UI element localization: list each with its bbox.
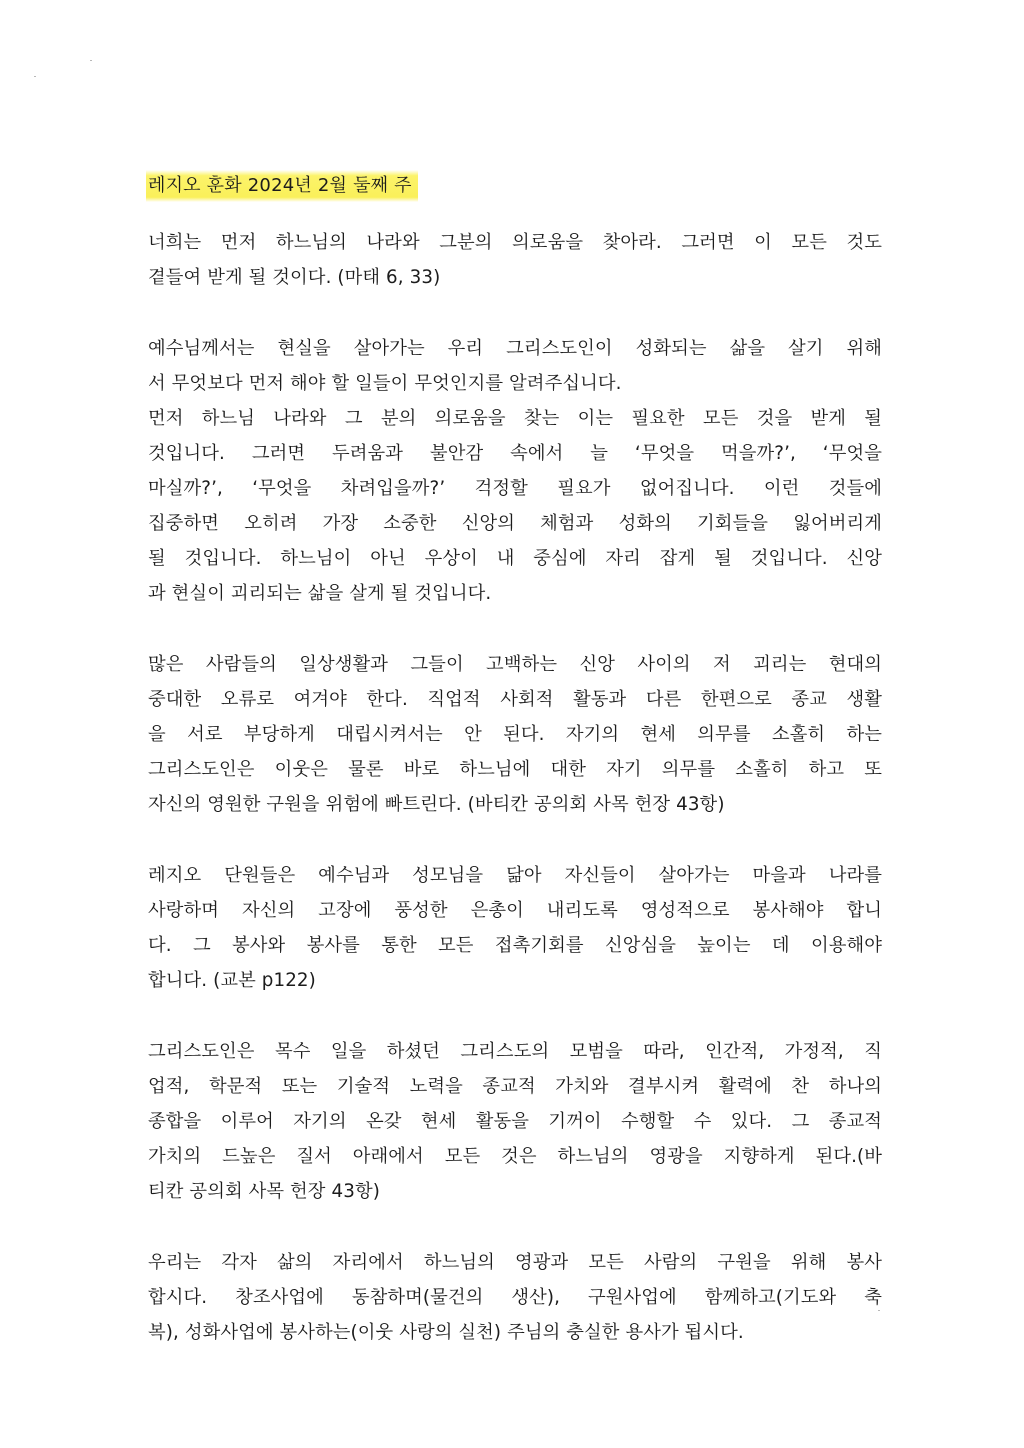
paragraph-council-quote-2 — [148, 1034, 882, 1209]
text-line: 집중하면 오히려 가장 소중한 신앙의 체험과 성화의 기회들을 잃어버리게 — [148, 513, 882, 534]
text-line: 마실까?’, ‘무엇을 차려입을까?’ 걱정할 필요가 없어집니다. 이런 것들에 — [148, 478, 882, 499]
text-line: 레지오 단원들은 예수님과 성모님을 닮아 자신들이 살아가는 마을과 나라를 — [148, 865, 882, 886]
text-line: 예수님께서는 현실을 살아가는 우리 그리스도인이 성화되는 삶을 살기 위해 — [148, 338, 882, 359]
text-line: 과 현실이 괴리되는 삶을 살게 될 것입니다. — [148, 583, 492, 604]
text-line: 많은 사람들의 일상생활과 그들이 고백하는 신앙 사이의 저 괴리는 현대의 — [148, 654, 882, 675]
paragraph-scripture — [148, 225, 882, 295]
text-line: 복), 성화사업에 봉사하는(이웃 사랑의 실천) 주님의 충실한 용사가 됩시다. — [148, 1322, 744, 1343]
text-line: 중대한 오류로 여겨야 한다. 직업적 사회적 활동과 다른 한편으로 종교 생활 — [148, 689, 882, 710]
paragraph-reflection — [148, 331, 882, 611]
text-line: 가치의 드높은 질서 아래에서 모든 것은 하느님의 영광을 지향하게 된다.(바 — [148, 1146, 882, 1167]
text-line: 서 무엇보다 먼저 해야 할 일들이 무엇인지를 알려주십니다. — [148, 373, 622, 394]
text-line: 다. 그 봉사와 봉사를 통한 모든 접촉기회를 신앙심을 높이는 데 이용해야 — [148, 935, 882, 956]
scan-speck — [34, 76, 36, 77]
text-line: 것입니다. 그러면 두려움과 불안감 속에서 늘 ‘무엇을 먹을까?’, ‘무엇을 — [148, 443, 882, 464]
scan-speck — [90, 60, 92, 61]
text-line: 종합을 이루어 자기의 온갖 현세 활동을 기꺼이 수행할 수 있다. 그 종교적 — [148, 1111, 882, 1132]
text-line: 그리스도인은 목수 일을 하셨던 그리스도의 모범을 따라, 인간적, 가정적, 직 — [148, 1041, 882, 1062]
text-line: 자신의 영원한 구원을 위험에 빠트린다. (바티칸 공의회 사목 헌장 43항) — [148, 794, 725, 815]
text-line: 너희는 먼저 하느님의 나라와 그분의 의로움을 찾아라. 그러면 이 모든 것도 — [148, 232, 882, 253]
text-line: 사랑하며 자신의 고장에 풍성한 은총이 내리도록 영성적으로 봉사해야 합니 — [148, 900, 882, 921]
text-line: 합시다. 창조사업에 동참하며(물건의 생산), 구원사업에 함께하고(기도와 축 — [148, 1287, 882, 1308]
text-line: 그리스도인은 이웃은 물론 바로 하느님에 대한 자기 의무를 소홀히 하고 또 — [148, 759, 882, 780]
text-line: 티칸 공의회 사목 헌장 43항) — [148, 1181, 380, 1202]
text-line: 될 것입니다. 하느님이 아닌 우상이 내 중심에 자리 잡게 될 것입니다. 신앙 — [148, 548, 882, 569]
paragraph-closing — [148, 1245, 882, 1350]
document-title: 레지오 훈화 2024년 2월 둘째 주 — [146, 170, 418, 202]
text-line: 우리는 각자 삶의 자리에서 하느님의 영광과 모든 사람의 구원을 위해 봉사 — [148, 1252, 882, 1273]
text-line: 을 서로 부당하게 대립시켜서는 안 된다. 자기의 현세 의무를 소홀히 하는 — [148, 724, 882, 745]
text-line: 합니다. (교본 p122) — [148, 970, 316, 991]
text-line: 먼저 하느님 나라와 그 분의 의로움을 찾는 이는 필요한 모든 것을 받게 될 — [148, 408, 882, 429]
paragraph-legio-members — [148, 858, 882, 998]
paragraph-council-quote-1 — [148, 647, 882, 822]
document-body — [148, 225, 882, 1386]
text-line: 업적, 학문적 또는 기술적 노력을 종교적 가치와 결부시켜 활력에 찬 하나의 — [148, 1076, 882, 1097]
text-line: 곁들여 받게 될 것이다. (마태 6, 33) — [148, 267, 441, 288]
